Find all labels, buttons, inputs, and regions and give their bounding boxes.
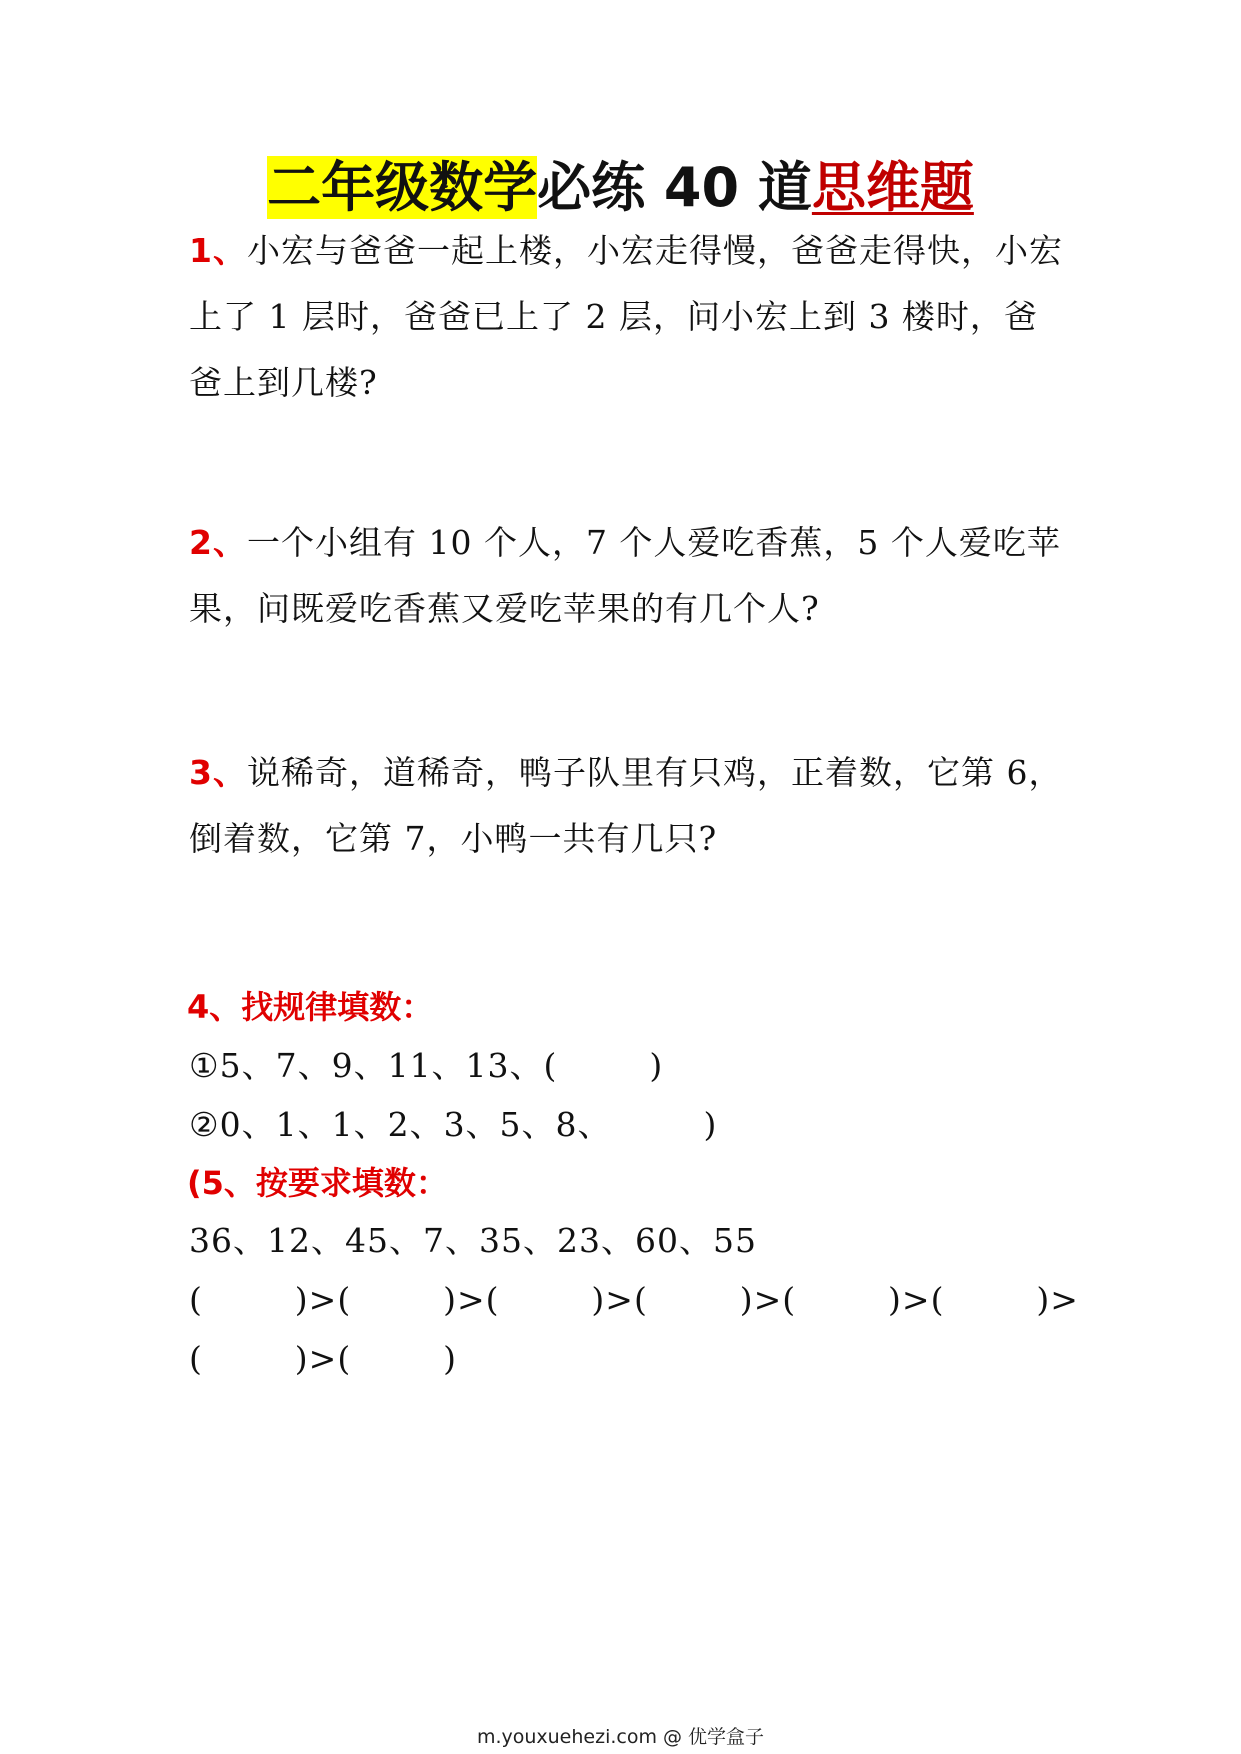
question-number: 1、 (189, 231, 247, 270)
footer-watermark: m.youxuehezi.com @ 优学盒子 (476, 1726, 765, 1748)
question-text: 一个小组有 10 个人，7 个人爱吃香蕉，5 个人爱吃苹果，问既爱吃香蕉又爱吃苹果的有几个人? (189, 523, 1061, 628)
question-4-heading: 4、找规律填数： (187, 988, 434, 1026)
title-red: 思维题 (811, 156, 974, 219)
question-number: 2、 (189, 523, 247, 562)
question-5-heading: (5、按要求填数： (187, 1164, 448, 1202)
title-middle: 必练 40 道 (537, 156, 812, 219)
question-text: 说稀奇，道稀奇，鸭子队里有只鸡，正着数，它第 6，倒着数，它第 7，小鸭一共有几只? (189, 753, 1063, 858)
question-1 (189, 218, 1069, 416)
sequence-line-1: ①5、7、9、11、13、( ) (189, 1046, 664, 1085)
question-2 (189, 510, 1069, 642)
page-title (0, 148, 1241, 228)
ordering-line-1: ( )>( )>( )>( )>( )>( )> (189, 1280, 1079, 1319)
ordering-line-2: ( )>( ) (189, 1339, 457, 1378)
number-list: 36、12、45、7、35、23、60、55 (189, 1221, 757, 1260)
question-number: 3、 (189, 753, 247, 792)
question-3 (189, 740, 1069, 872)
title-highlighted: 二年级数学 (267, 156, 538, 219)
question-text: 小宏与爸爸一起上楼，小宏走得慢，爸爸走得快，小宏上了 1 层时，爸爸已上了 2 层，问小宏上到 3 楼时，爸爸上到几楼? (189, 231, 1063, 402)
sequence-line-2: ②0、1、1、2、3、5、8、 ) (189, 1105, 718, 1144)
